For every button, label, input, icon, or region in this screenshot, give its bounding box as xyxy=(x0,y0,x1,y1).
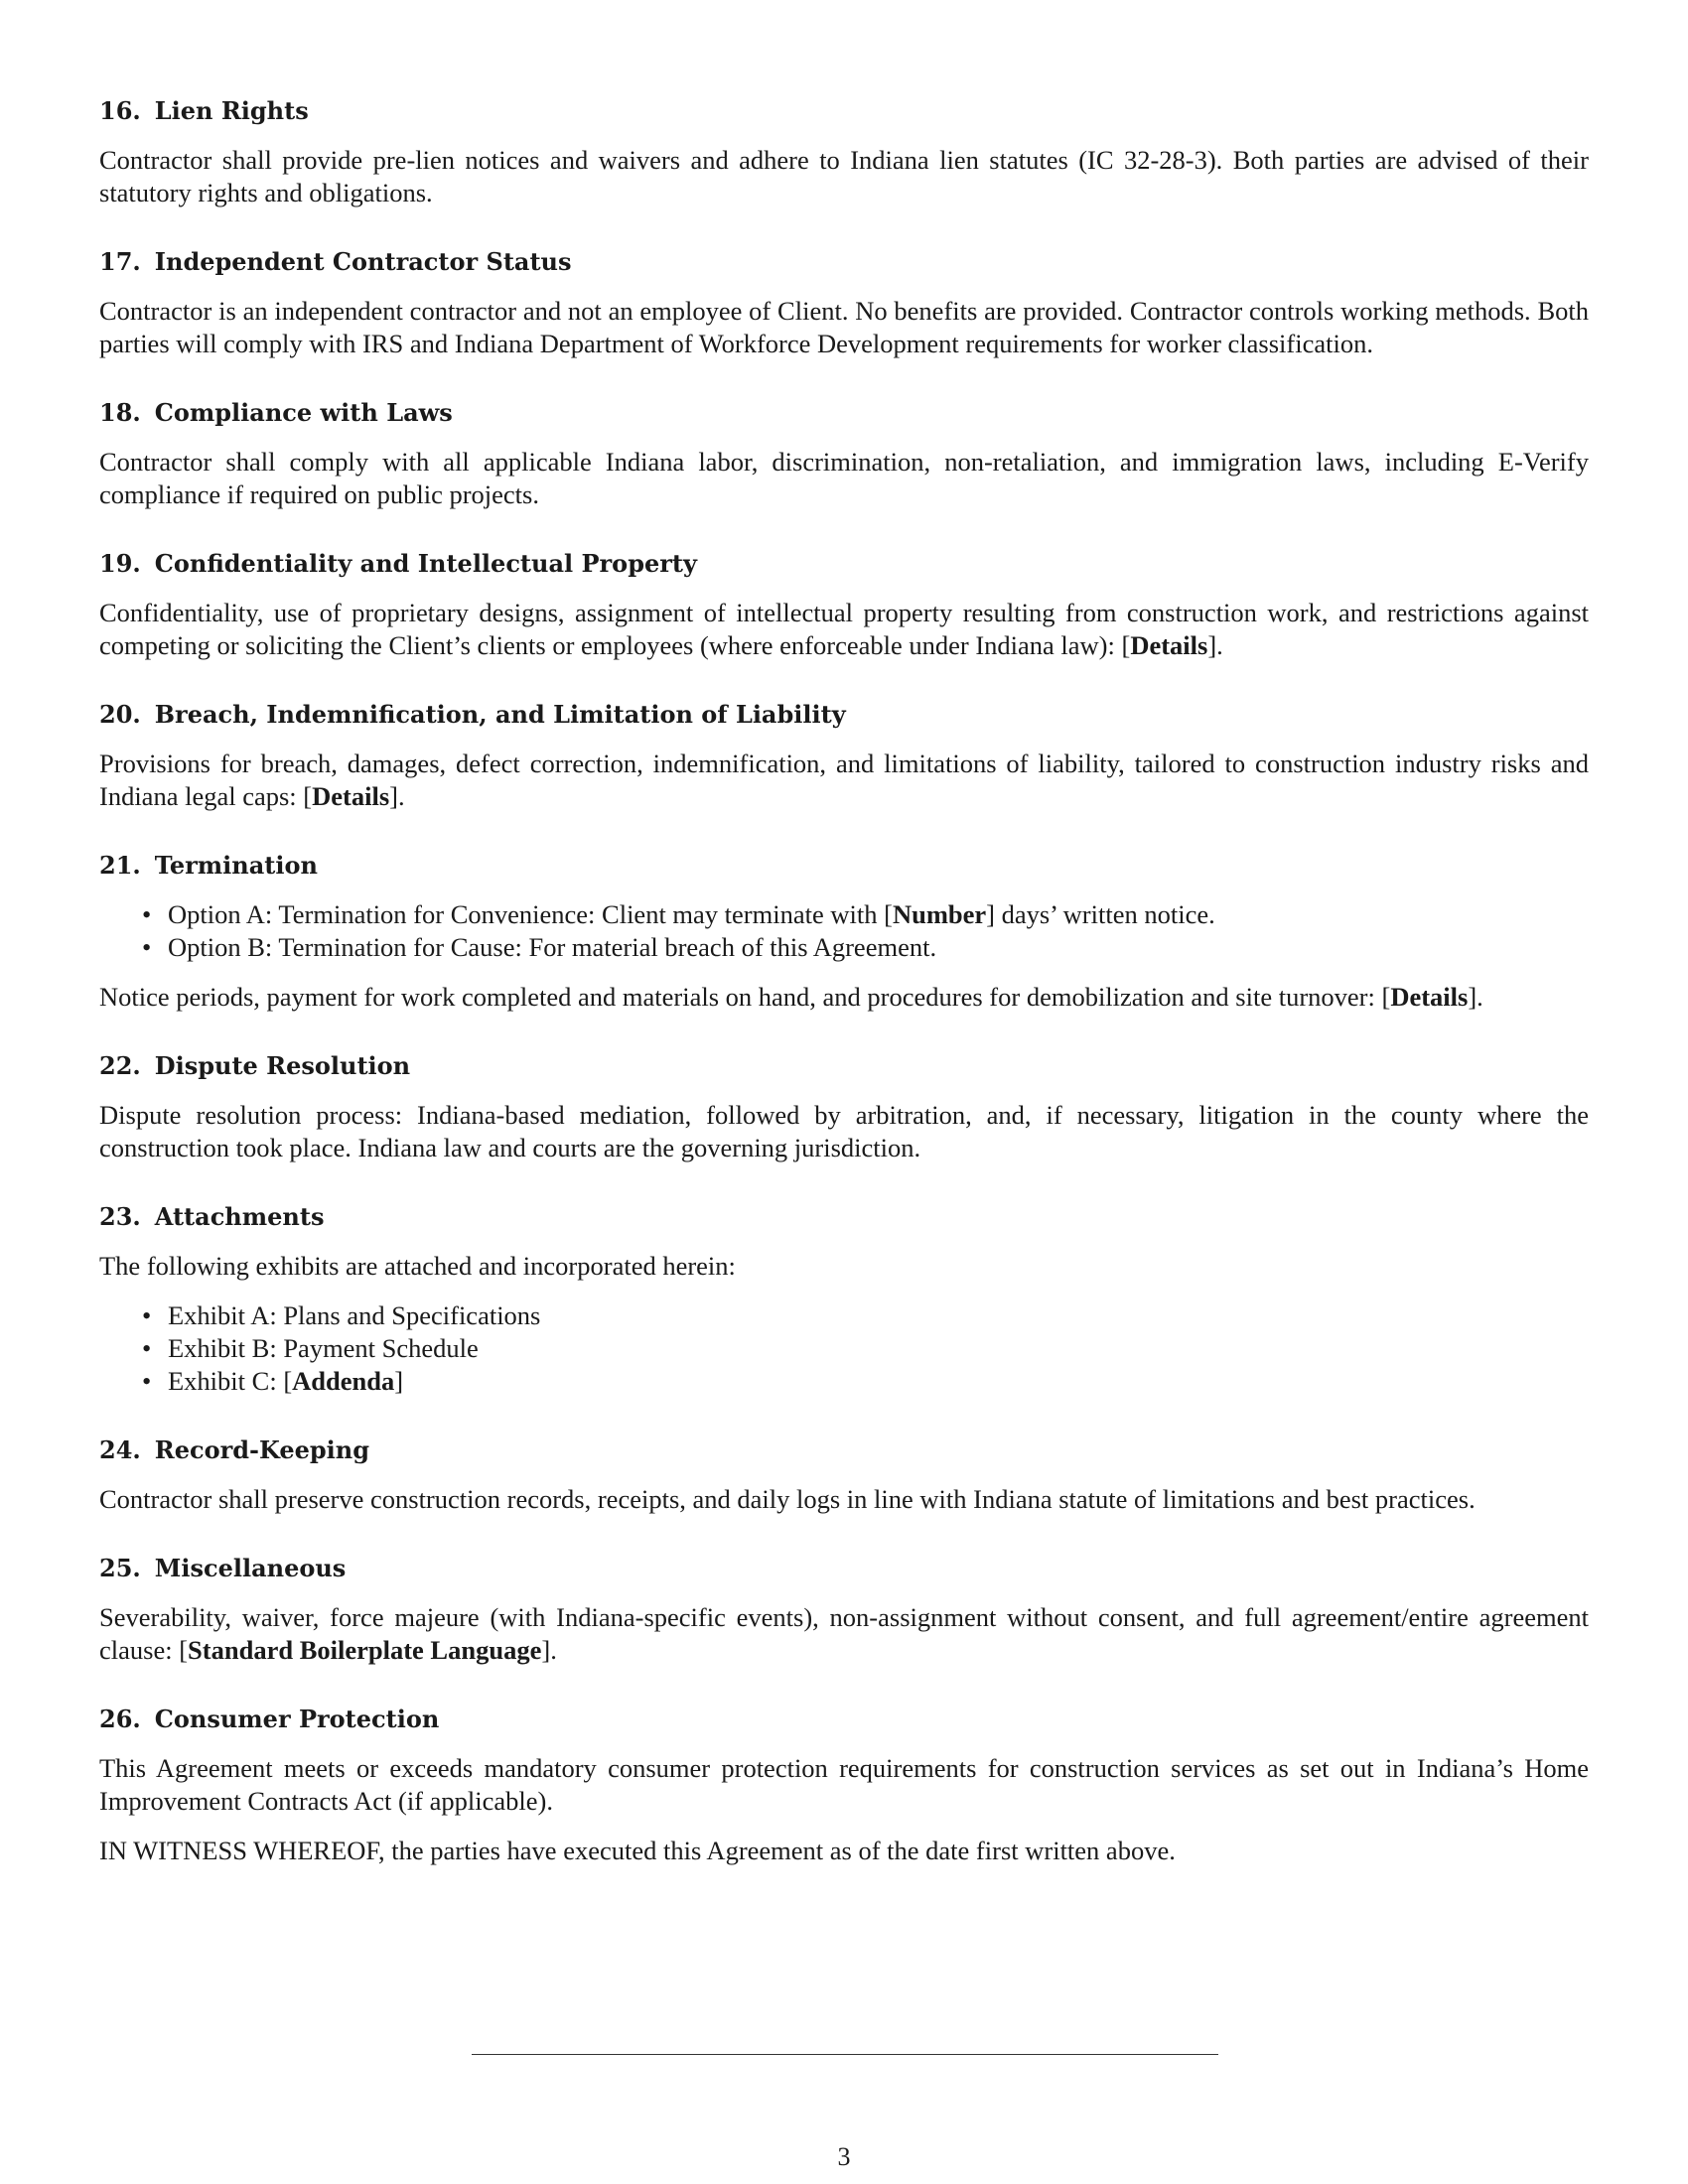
section-heading: 19. Confidentiality and Intellectual Property xyxy=(99,549,697,578)
section-body: Confidentiality, use of proprietary designs, assignment of intellectual property resulting from construction work, and restrictions against competing or soliciting the Client’s clients or employees (where enforceable under Indiana law): [Details]. xyxy=(99,598,1589,660)
section-consumer-protection xyxy=(99,1704,1589,1867)
section-attachments xyxy=(99,1201,1589,1398)
section-miscellaneous xyxy=(99,1553,1589,1667)
section-body: This Agreement meets or exceeds mandatory consumer protection requirements for construction services as set out in Indiana’s Home Improvement Contracts Act (if applicable). xyxy=(99,1753,1589,1816)
placeholder-details: Details xyxy=(1390,982,1469,1012)
section-title: Independent Contractor Status xyxy=(154,247,572,276)
section-breach-indemnification xyxy=(99,699,1589,813)
section-title: Dispute Resolution xyxy=(154,1051,411,1080)
section-body: Contractor shall provide pre-lien notices and waivers and adhere to Indiana lien statutes (IC 32-28-3). Both parties are advised of their statutory rights and obligations. xyxy=(99,145,1589,207)
document-page xyxy=(99,95,1589,1904)
section-compliance xyxy=(99,397,1589,511)
section-title: Lien Rights xyxy=(154,96,309,125)
placeholder-addenda: Addenda xyxy=(292,1366,395,1396)
list-item-option-a: • Option A: Termination for Convenience: Client may terminate with [Number] days’ written notice. xyxy=(168,898,1589,931)
list-item-exhibit-a: • Exhibit A: Plans and Specifications xyxy=(168,1299,1589,1332)
placeholder-number: Number xyxy=(892,899,987,929)
section-title: Attachments xyxy=(154,1202,325,1231)
section-heading: 26. Consumer Protection xyxy=(99,1705,440,1733)
section-independent-contractor xyxy=(99,246,1589,360)
section-title: Breach, Indemnification, and Limitation of Liability xyxy=(154,700,846,729)
section-heading: 18. Compliance with Laws xyxy=(99,398,453,427)
section-record-keeping xyxy=(99,1434,1589,1516)
section-body: Notice periods, payment for work completed and materials on hand, and procedures for demobilization and site turnover: [Details]. xyxy=(99,982,1483,1012)
exhibits-list xyxy=(99,1299,1589,1398)
page-number: 3 xyxy=(837,2142,851,2171)
section-body: Severability, waiver, force majeure (with Indiana-specific events), non-assignment without consent, and full agreement/entire agreement clause: [Standard Boilerplate Language]. xyxy=(99,1602,1589,1665)
section-heading: 16. Lien Rights xyxy=(99,96,309,125)
section-heading: 22. Dispute Resolution xyxy=(99,1051,411,1080)
section-heading: 21. Termination xyxy=(99,851,318,880)
section-title: Confidentiality and Intellectual Property xyxy=(154,549,697,578)
list-item-exhibit-c: • Exhibit C: [Addenda] xyxy=(168,1365,1589,1398)
placeholder-details: Details xyxy=(1130,630,1208,660)
section-heading: 17. Independent Contractor Status xyxy=(99,247,572,276)
section-confidentiality xyxy=(99,548,1589,662)
section-heading: 23. Attachments xyxy=(99,1202,325,1231)
section-title: Record-Keeping xyxy=(154,1435,369,1464)
list-item-exhibit-b: • Exhibit B: Payment Schedule xyxy=(168,1332,1589,1365)
section-body: Provisions for breach, damages, defect correction, indemnification, and limitations of liability, tailored to construction industry risks and Indiana legal caps: [Details]. xyxy=(99,749,1589,811)
witness-clause: IN WITNESS WHEREOF, the parties have executed this Agreement as of the date first written above. xyxy=(99,1836,1176,1865)
section-lien-rights xyxy=(99,95,1589,209)
termination-options-list xyxy=(99,898,1589,964)
section-termination xyxy=(99,850,1589,1014)
section-body: Contractor shall preserve construction records, receipts, and daily logs in line with Indiana statute of limitations and best practices. xyxy=(99,1484,1476,1514)
section-intro: The following exhibits are attached and incorporated herein: xyxy=(99,1251,736,1281)
placeholder-boilerplate: Standard Boilerplate Language xyxy=(188,1635,542,1665)
section-body: Contractor shall comply with all applicable Indiana labor, discrimination, non-retaliation, and immigration laws, including E-Verify compliance if required on public projects. xyxy=(99,447,1589,509)
section-dispute-resolution xyxy=(99,1050,1589,1164)
section-body: Contractor is an independent contractor and not an employee of Client. No benefits are provided. Contractor controls working methods. Both parties will comply with IRS and Indiana Department of Workforce Development requirements for worker classification. xyxy=(99,296,1589,358)
section-body: Dispute resolution process: Indiana-based mediation, followed by arbitration, and, if necessary, litigation in the county where the construction took place. Indiana law and courts are the governing jurisdiction. xyxy=(99,1100,1589,1162)
section-title: Consumer Protection xyxy=(154,1705,440,1733)
signature-line xyxy=(472,2054,1218,2055)
section-heading: 20. Breach, Indemnification, and Limitation of Liability xyxy=(99,700,846,729)
section-title: Compliance with Laws xyxy=(154,398,453,427)
list-item-option-b: • Option B: Termination for Cause: For material breach of this Agreement. xyxy=(168,931,1589,964)
section-heading: 25. Miscellaneous xyxy=(99,1554,347,1582)
section-heading: 24. Record-Keeping xyxy=(99,1435,369,1464)
section-title: Miscellaneous xyxy=(154,1554,347,1582)
section-title: Termination xyxy=(154,851,318,880)
placeholder-details: Details xyxy=(312,781,390,811)
